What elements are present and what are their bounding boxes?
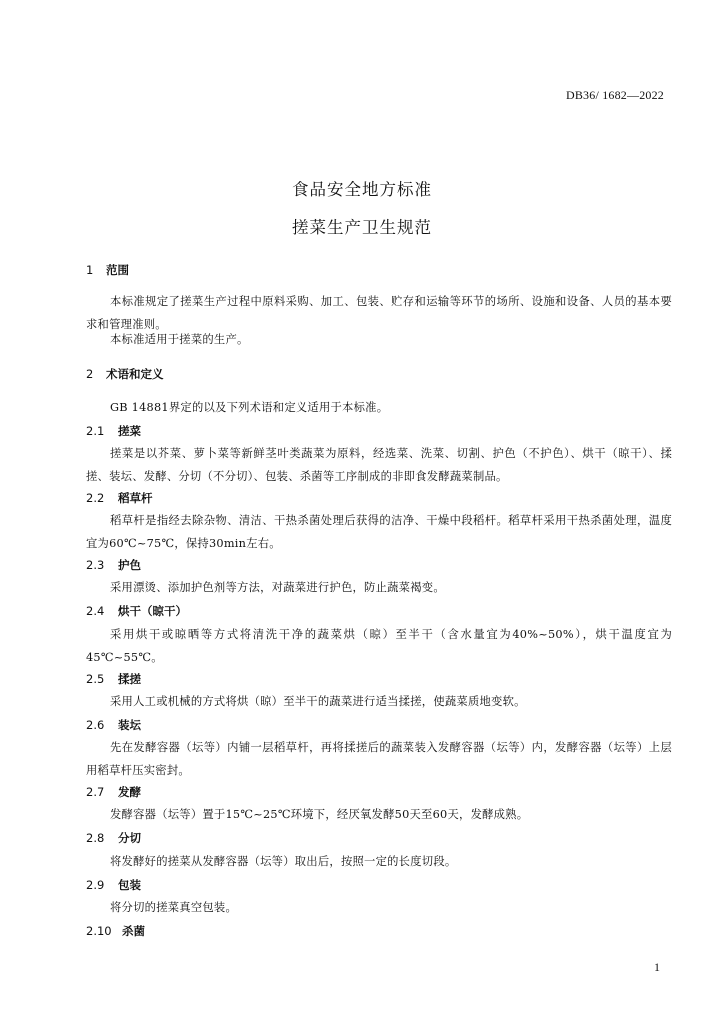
subsection-title: 稻草杆	[118, 491, 153, 505]
subsection-title: 分切	[118, 831, 141, 845]
subsection-2-6-paragraph: 先在发酵容器（坛等）内铺一层稻草杆，再将揉搓后的蔬菜装入发酵容器（坛等）内，发酵容器（坛等）上层用稻草杆压实密封。	[86, 741, 672, 777]
subsection-heading-2-3	[86, 557, 672, 573]
subsection-heading-2-7	[86, 784, 672, 800]
section-heading-1	[86, 262, 672, 278]
subsection-heading-2-2	[86, 490, 672, 506]
subsection-2-8-paragraph: 将发酵好的搓菜从发酵容器（坛等）取出后，按照一定的长度切段。	[110, 855, 457, 868]
subsection-heading-2-1	[86, 423, 672, 439]
subsection-title: 护色	[118, 558, 141, 572]
subsection-2-1-paragraph: 搓菜是以芥菜、萝卜菜等新鲜茎叶类蔬菜为原料，经选菜、洗菜、切割、护色（不护色）、烘干（晾干）、揉搓、装坛、发酵、分切（不分切）、包装、杀菌等工序制成的非即食发酵蔬菜制品。	[86, 447, 672, 483]
section-2-paragraph-1: GB 14881界定的以及下列术语和定义适用于本标准。	[110, 401, 389, 414]
subsection-heading-2-9	[86, 877, 672, 893]
section-number: 2	[86, 367, 94, 381]
subsection-number: 2.3	[86, 558, 105, 572]
subsection-title: 揉搓	[118, 672, 141, 686]
subsection-2-3-paragraph: 采用漂烫、添加护色剂等方法，对蔬菜进行护色，防止蔬菜褐变。	[110, 581, 445, 594]
subsection-number: 2.1	[86, 424, 105, 438]
section-number: 1	[86, 263, 94, 277]
section-1-paragraph-1: 本标准规定了搓菜生产过程中原料采购、加工、包装、贮存和运输等环节的场所、设施和设备、人员的基本要求和管理准则。	[86, 295, 672, 331]
subsection-title: 装坛	[118, 718, 141, 732]
section-title: 范围	[106, 263, 129, 277]
section-heading-2	[86, 366, 672, 382]
subsection-title: 发酵	[118, 785, 141, 799]
subsection-2-2-paragraph: 稻草杆是指经去除杂物、清洁、干热杀菌处理后获得的洁净、干燥中段稻杆。稻草杆采用干热杀菌处理，温度宜为60℃~75℃，保持30min左右。	[86, 514, 672, 550]
subsection-heading-2-4	[86, 603, 672, 619]
subsection-number: 2.8	[86, 831, 105, 845]
subsection-heading-2-8	[86, 830, 672, 846]
subsection-number: 2.4	[86, 604, 105, 618]
subsection-heading-2-6	[86, 717, 672, 733]
subsection-number: 2.7	[86, 785, 105, 799]
document-title-line2: 搓菜生产卫生规范	[292, 218, 432, 237]
subsection-title: 烘干（晾干）	[118, 604, 187, 618]
subsection-number: 2.10	[86, 924, 112, 938]
subsection-number: 2.9	[86, 878, 105, 892]
subsection-2-4-paragraph: 采用烘干或晾晒等方式将清洗干净的蔬菜烘（晾）至半干（含水量宜为40%~50%），烘干温度宜为45℃~55℃。	[86, 628, 672, 664]
subsection-title: 搓菜	[118, 424, 141, 438]
subsection-number: 2.6	[86, 718, 105, 732]
subsection-title: 包装	[118, 878, 141, 892]
section-title: 术语和定义	[106, 367, 164, 381]
document-code: DB36/ 1682—2022	[565, 88, 664, 102]
subsection-number: 2.5	[86, 672, 105, 686]
subsection-heading-2-5	[86, 671, 672, 687]
subsection-2-9-paragraph: 将分切的搓菜真空包装。	[110, 901, 238, 914]
subsection-2-7-paragraph: 发酵容器（坛等）置于15℃~25℃环境下，经厌氧发酵50天至60天，发酵成熟。	[110, 808, 529, 821]
section-1-paragraph-2: 本标准适用于搓菜的生产。	[110, 333, 249, 346]
subsection-title: 杀菌	[122, 924, 145, 938]
document-title-line1: 食品安全地方标准	[292, 180, 432, 199]
subsection-2-5-paragraph: 采用人工或机械的方式将烘（晾）至半干的蔬菜进行适当揉搓，使蔬菜质地变软。	[110, 695, 526, 708]
subsection-number: 2.2	[86, 491, 105, 505]
subsection-heading-2-10	[86, 923, 672, 939]
page-number: 1	[654, 960, 660, 974]
